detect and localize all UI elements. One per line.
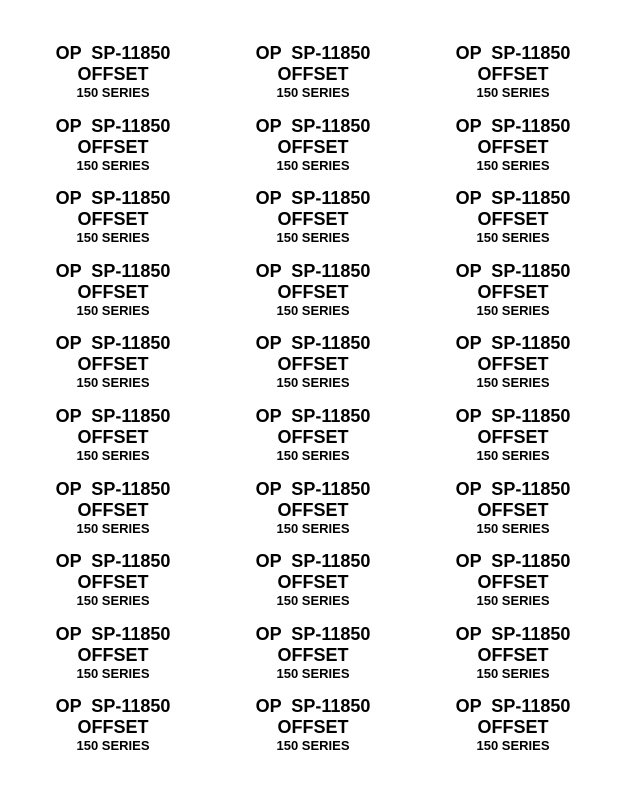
part-number-text: OP SP-11850 <box>55 696 171 717</box>
label-cell <box>13 115 213 188</box>
part-number-text: OP SP-11850 <box>255 478 371 499</box>
label-cell <box>13 332 213 405</box>
label-cell <box>213 42 413 115</box>
part-number-text: OP SP-11850 <box>255 260 371 281</box>
part-number-text: OP SP-11850 <box>55 551 171 572</box>
type-text: OFFSET <box>77 499 149 520</box>
type-text: OFFSET <box>77 717 149 738</box>
part-number-text: OP SP-11850 <box>255 188 371 209</box>
part-number-text: OP SP-11850 <box>455 43 571 63</box>
label-cell <box>413 695 613 768</box>
series-text: 150 SERIES <box>76 85 150 100</box>
type-text: OFFSET <box>77 572 149 593</box>
type-text: OFFSET <box>77 426 149 447</box>
label-row <box>0 623 618 696</box>
type-text: OFFSET <box>477 644 549 665</box>
part-number-text: OP SP-11850 <box>455 478 571 499</box>
series-text: 150 SERIES <box>276 85 350 100</box>
type-text: OFFSET <box>477 64 549 84</box>
label-cell <box>13 695 213 768</box>
series-text: 150 SERIES <box>76 738 150 754</box>
label-cell <box>13 478 213 551</box>
type-text: OFFSET <box>77 136 149 157</box>
type-text: OFFSET <box>477 499 549 520</box>
label-cell <box>13 260 213 333</box>
series-text: 150 SERIES <box>276 665 350 681</box>
type-text: OFFSET <box>477 281 549 302</box>
part-number-text: OP SP-11850 <box>255 696 371 717</box>
part-number-text: OP SP-11850 <box>255 623 371 644</box>
series-text: 150 SERIES <box>276 447 350 463</box>
label-cell <box>413 478 613 551</box>
label-cell <box>413 187 613 260</box>
label-cell <box>413 42 613 115</box>
type-text: OFFSET <box>77 209 149 230</box>
type-text: OFFSET <box>277 717 349 738</box>
series-text: 150 SERIES <box>476 738 550 754</box>
label-cell <box>13 550 213 623</box>
series-text: 150 SERIES <box>476 520 550 536</box>
part-number-text: OP SP-11850 <box>455 333 571 354</box>
part-number-text: OP SP-11850 <box>255 551 371 572</box>
series-text: 150 SERIES <box>476 230 550 246</box>
part-number-text: OP SP-11850 <box>255 405 371 426</box>
part-number-text: OP SP-11850 <box>255 333 371 354</box>
type-text: OFFSET <box>477 717 549 738</box>
type-text: OFFSET <box>477 209 549 230</box>
type-text: OFFSET <box>277 136 349 157</box>
type-text: OFFSET <box>277 281 349 302</box>
label-cell <box>213 550 413 623</box>
label-row <box>0 260 618 333</box>
type-text: OFFSET <box>477 136 549 157</box>
label-cell <box>13 405 213 478</box>
type-text: OFFSET <box>77 354 149 375</box>
series-text: 150 SERIES <box>76 157 150 173</box>
series-text: 150 SERIES <box>276 520 350 536</box>
type-text: OFFSET <box>77 64 149 84</box>
label-row <box>0 332 618 405</box>
type-text: OFFSET <box>277 209 349 230</box>
part-number-text: OP SP-11850 <box>55 478 171 499</box>
series-text: 150 SERIES <box>276 593 350 609</box>
series-text: 150 SERIES <box>476 302 550 318</box>
series-text: 150 SERIES <box>76 593 150 609</box>
type-text: OFFSET <box>277 644 349 665</box>
label-cell <box>413 260 613 333</box>
part-number-text: OP SP-11850 <box>455 623 571 644</box>
part-number-text: OP SP-11850 <box>455 551 571 572</box>
type-text: OFFSET <box>77 281 149 302</box>
part-number-text: OP SP-11850 <box>455 115 571 136</box>
label-row <box>0 550 618 623</box>
part-number-text: OP SP-11850 <box>55 405 171 426</box>
label-cell <box>13 42 213 115</box>
series-text: 150 SERIES <box>76 447 150 463</box>
label-sheet <box>0 42 618 768</box>
series-text: 150 SERIES <box>276 230 350 246</box>
part-number-text: OP SP-11850 <box>55 260 171 281</box>
series-text: 150 SERIES <box>76 665 150 681</box>
label-cell <box>413 405 613 478</box>
part-number-text: OP SP-11850 <box>55 115 171 136</box>
series-text: 150 SERIES <box>476 375 550 391</box>
part-number-text: OP SP-11850 <box>455 260 571 281</box>
type-text: OFFSET <box>277 572 349 593</box>
series-text: 150 SERIES <box>476 157 550 173</box>
series-text: 150 SERIES <box>76 302 150 318</box>
series-text: 150 SERIES <box>476 447 550 463</box>
part-number-text: OP SP-11850 <box>255 115 371 136</box>
label-row <box>0 695 618 768</box>
label-row <box>0 405 618 478</box>
part-number-text: OP SP-11850 <box>455 188 571 209</box>
type-text: OFFSET <box>477 354 549 375</box>
label-cell <box>213 115 413 188</box>
part-number-text: OP SP-11850 <box>55 188 171 209</box>
type-text: OFFSET <box>277 426 349 447</box>
label-cell <box>213 478 413 551</box>
label-cell <box>413 332 613 405</box>
type-text: OFFSET <box>477 572 549 593</box>
label-cell <box>413 115 613 188</box>
series-text: 150 SERIES <box>76 375 150 391</box>
part-number-text: OP SP-11850 <box>55 333 171 354</box>
type-text: OFFSET <box>277 64 349 84</box>
series-text: 150 SERIES <box>76 230 150 246</box>
label-cell <box>13 187 213 260</box>
label-row <box>0 115 618 188</box>
part-number-text: OP SP-11850 <box>55 623 171 644</box>
series-text: 150 SERIES <box>276 302 350 318</box>
series-text: 150 SERIES <box>476 85 550 100</box>
label-cell <box>213 405 413 478</box>
series-text: 150 SERIES <box>276 157 350 173</box>
type-text: OFFSET <box>277 499 349 520</box>
type-text: OFFSET <box>277 354 349 375</box>
series-text: 150 SERIES <box>276 738 350 754</box>
part-number-text: OP SP-11850 <box>55 43 171 63</box>
label-cell <box>213 695 413 768</box>
part-number-text: OP SP-11850 <box>455 696 571 717</box>
part-number-text: OP SP-11850 <box>255 43 371 63</box>
label-cell <box>413 623 613 696</box>
label-cell <box>213 187 413 260</box>
series-text: 150 SERIES <box>476 665 550 681</box>
series-text: 150 SERIES <box>276 375 350 391</box>
label-cell <box>213 260 413 333</box>
type-text: OFFSET <box>77 644 149 665</box>
type-text: OFFSET <box>477 426 549 447</box>
label-row <box>0 478 618 551</box>
part-number-text: OP SP-11850 <box>455 405 571 426</box>
label-cell <box>13 623 213 696</box>
label-cell <box>213 623 413 696</box>
series-text: 150 SERIES <box>76 520 150 536</box>
label-row <box>0 42 618 115</box>
label-row <box>0 187 618 260</box>
series-text: 150 SERIES <box>476 593 550 609</box>
label-cell <box>413 550 613 623</box>
label-cell <box>213 332 413 405</box>
